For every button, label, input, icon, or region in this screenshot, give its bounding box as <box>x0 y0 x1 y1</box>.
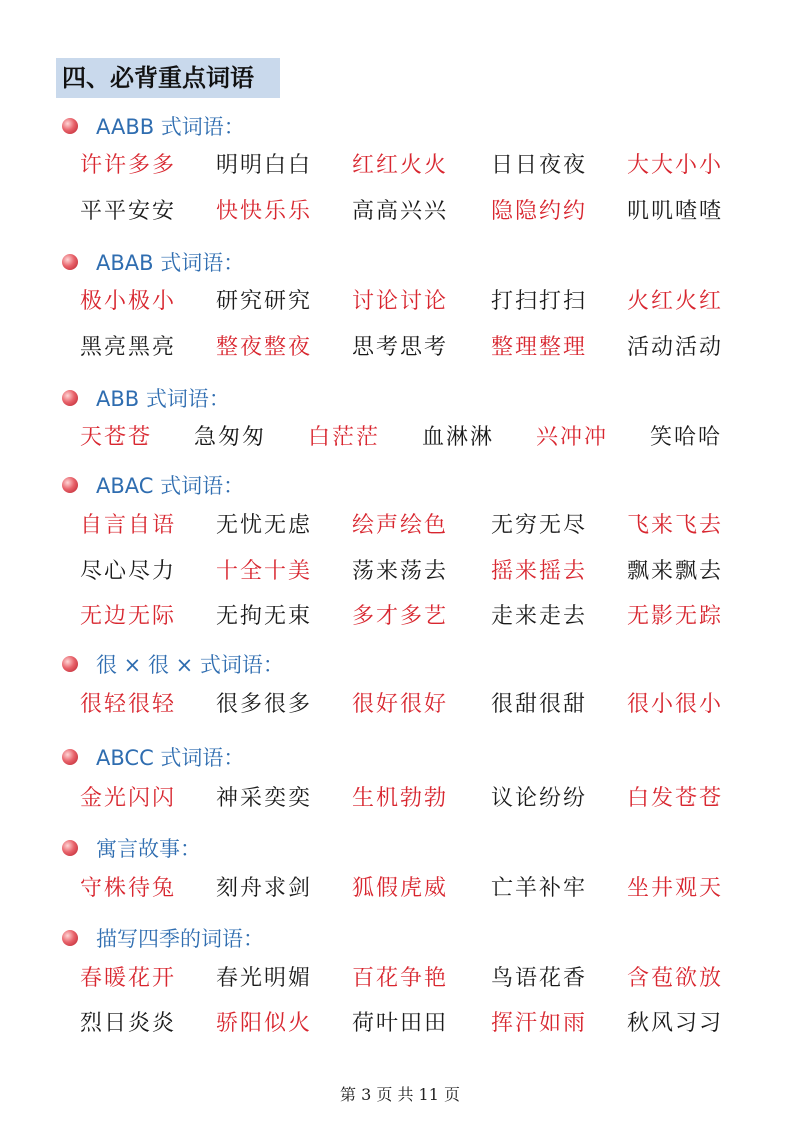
word-item: 兴冲冲 <box>536 425 609 450</box>
word-item: 活动活动 <box>627 335 724 360</box>
word-item: 神采奕奕 <box>216 786 313 811</box>
word-item: 天苍苍 <box>80 425 153 450</box>
section-heading <box>62 384 230 412</box>
word-item: 多才多艺 <box>352 604 449 629</box>
word-item: 自言自语 <box>80 513 177 538</box>
word-item: 高高兴兴 <box>352 199 449 224</box>
word-row <box>0 508 800 544</box>
word-row <box>0 284 800 320</box>
word-item: 守株待兔 <box>80 876 177 901</box>
section-heading <box>62 248 244 276</box>
word-item: 隐隐约约 <box>491 199 588 224</box>
section-label: ABAC 式词语： <box>96 474 245 498</box>
bullet-icon <box>62 118 78 134</box>
word-row <box>0 148 800 184</box>
bullet-icon <box>62 254 78 270</box>
bullet-icon <box>62 477 78 493</box>
word-item: 叽叽喳喳 <box>627 199 724 224</box>
word-item: 走来走去 <box>491 604 588 629</box>
section-label: ABAB 式词语： <box>96 251 245 275</box>
section-label: 寓言故事： <box>96 837 201 861</box>
word-item: 荡来荡去 <box>352 559 449 584</box>
word-item: 坐井观天 <box>627 876 724 901</box>
word-item: 百花争艳 <box>352 966 449 991</box>
word-row <box>0 1006 800 1042</box>
word-row <box>0 194 800 230</box>
word-item: 急匆匆 <box>194 425 267 450</box>
word-row <box>0 420 800 456</box>
bullet-icon <box>62 749 78 765</box>
word-item: 白茫茫 <box>308 425 381 450</box>
section-label: ABB 式词语： <box>96 387 230 411</box>
bullet-icon <box>62 656 78 672</box>
word-row <box>0 961 800 997</box>
section-label: 描写四季的词语： <box>96 927 264 951</box>
word-item: 无穷无尽 <box>491 513 588 538</box>
word-item: 很轻很轻 <box>80 692 177 717</box>
word-item: 大大小小 <box>627 153 724 178</box>
word-row <box>0 599 800 635</box>
word-item: 打扫打扫 <box>491 289 588 314</box>
word-item: 春暖花开 <box>80 966 177 991</box>
section-label: ABCC 式词语： <box>96 746 245 770</box>
word-item: 生机勃勃 <box>352 786 449 811</box>
page-footer: 第 3 页 共 11 页 <box>340 1085 460 1104</box>
word-item: 整理整理 <box>491 335 588 360</box>
section-label: 很 × 很 × 式词语： <box>96 653 284 677</box>
word-item: 快快乐乐 <box>216 199 313 224</box>
section-label: AABB 式词语： <box>96 115 245 139</box>
section-heading <box>62 834 201 862</box>
word-item: 红红火火 <box>352 153 449 178</box>
bullet-icon <box>62 930 78 946</box>
word-item: 无忧无虑 <box>216 513 313 538</box>
word-item: 狐假虎威 <box>352 876 449 901</box>
word-item: 金光闪闪 <box>80 786 177 811</box>
word-item: 整夜整夜 <box>216 335 313 360</box>
word-item: 许许多多 <box>80 153 177 178</box>
word-item: 讨论讨论 <box>352 289 449 314</box>
word-item: 很多很多 <box>216 692 313 717</box>
word-item: 无边无际 <box>80 604 177 629</box>
word-item: 研究研究 <box>216 289 313 314</box>
word-item: 无影无踪 <box>627 604 724 629</box>
word-item: 明明白白 <box>216 153 313 178</box>
word-item: 摇来摇去 <box>491 559 588 584</box>
word-item: 秋风习习 <box>627 1011 724 1036</box>
word-row <box>0 781 800 817</box>
word-item: 亡羊补牢 <box>491 876 588 901</box>
bullet-icon <box>62 390 78 406</box>
word-row <box>0 687 800 723</box>
bullet-icon <box>62 840 78 856</box>
word-item: 议论纷纷 <box>491 786 588 811</box>
word-item: 血淋淋 <box>422 425 495 450</box>
word-item: 火红火红 <box>627 289 724 314</box>
word-item: 很好很好 <box>352 692 449 717</box>
word-item: 绘声绘色 <box>352 513 449 538</box>
word-item: 白发苍苍 <box>627 786 724 811</box>
word-item: 飘来飘去 <box>627 559 724 584</box>
word-item: 鸟语花香 <box>491 966 588 991</box>
word-item: 很小很小 <box>627 692 724 717</box>
word-item: 刻舟求剑 <box>216 876 313 901</box>
word-item: 荷叶田田 <box>352 1011 449 1036</box>
word-row <box>0 330 800 366</box>
word-item: 烈日炎炎 <box>80 1011 177 1036</box>
word-item: 飞来飞去 <box>627 513 724 538</box>
word-item: 日日夜夜 <box>491 153 588 178</box>
page-title: 四、必背重点词语 <box>56 58 280 98</box>
word-row <box>0 554 800 590</box>
word-item: 黑亮黑亮 <box>80 335 177 360</box>
word-item: 思考思考 <box>352 335 449 360</box>
section-heading <box>62 650 284 678</box>
section-heading <box>62 471 244 499</box>
word-item: 平平安安 <box>80 199 177 224</box>
section-heading <box>62 112 245 140</box>
word-item: 春光明媚 <box>216 966 313 991</box>
word-item: 骄阳似火 <box>216 1011 313 1036</box>
word-item: 挥汗如雨 <box>491 1011 588 1036</box>
word-item: 尽心尽力 <box>80 559 177 584</box>
section-heading <box>62 924 264 952</box>
word-item: 含苞欲放 <box>627 966 724 991</box>
word-item: 十全十美 <box>216 559 313 584</box>
section-heading <box>62 743 244 771</box>
word-item: 笑哈哈 <box>650 425 723 450</box>
word-item: 很甜很甜 <box>491 692 588 717</box>
word-row <box>0 871 800 907</box>
word-item: 极小极小 <box>80 289 177 314</box>
word-item: 无拘无束 <box>216 604 313 629</box>
